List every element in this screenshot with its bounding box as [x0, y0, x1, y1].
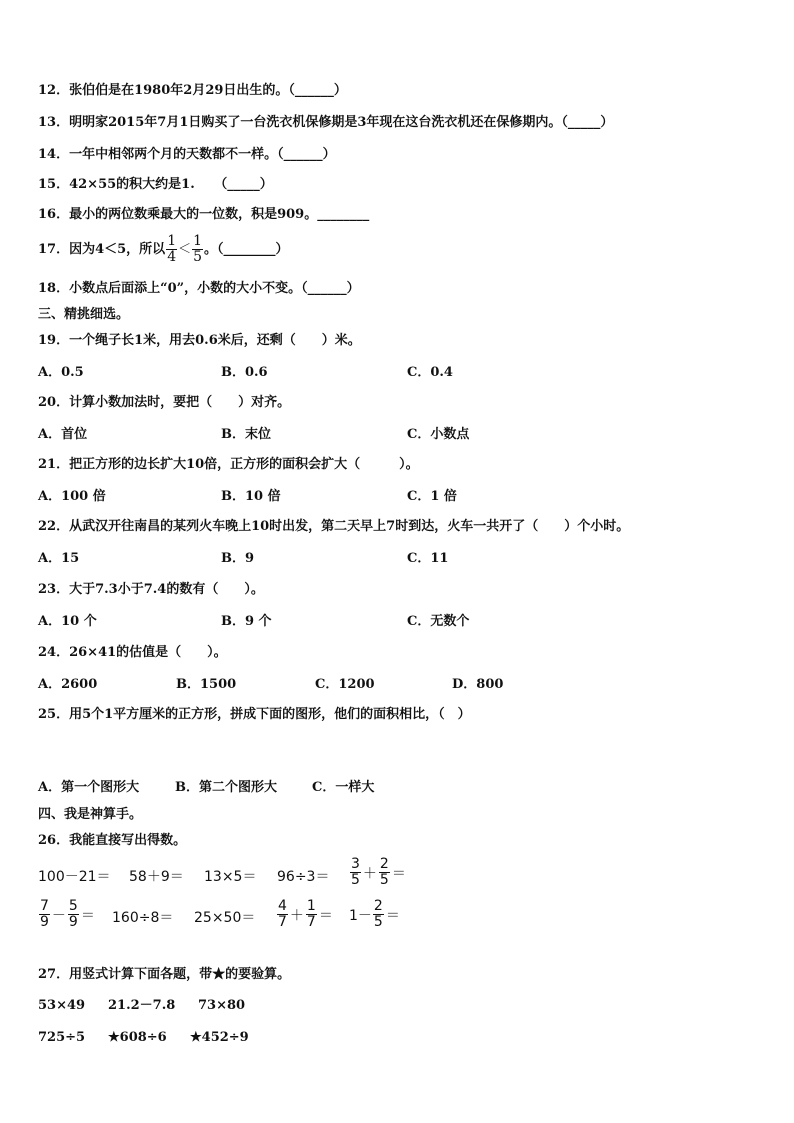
question-12: 12．张伯伯是在1980年2月29日出生的。（______） [38, 83, 347, 98]
numerator: 2 [373, 898, 383, 914]
plus-sign: ＋ [289, 907, 304, 924]
denominator: 5 [373, 914, 383, 930]
numerator: 1 [193, 233, 203, 249]
question-14: 14．一年中相邻两个月的天数都不一样。（______） [38, 147, 336, 162]
denominator: 5 [351, 872, 360, 888]
denominator: 4 [167, 249, 177, 265]
denominator: 9 [40, 914, 49, 930]
q20-option-c[interactable]: C．小数点 [407, 427, 470, 442]
numerator: 7 [40, 898, 49, 914]
question-20: 20．计算小数加法时，要把（ ）对齐。 [38, 395, 291, 410]
question-21: 21．把正方形的边长扩大10倍，正方形的面积会扩大（ ）。 [38, 457, 419, 472]
calc-item: 25×50＝ [194, 910, 256, 926]
q24-option-c[interactable]: C．1200 [315, 677, 375, 692]
fraction [39, 899, 50, 930]
fraction [68, 899, 79, 930]
calc-item: 100－21＝ [38, 869, 111, 885]
numerator: 1 [167, 233, 177, 249]
question-15: 15．42×55的积大约是1. （_____） [38, 177, 273, 192]
question-25: 25．用5个1平方厘米的正方形，拼成下面的图形，他们的面积相比，（ ） [38, 707, 471, 722]
q25-option-b[interactable]: B．第二个图形大 [175, 780, 277, 795]
q24-option-d[interactable]: D．800 [452, 677, 504, 692]
q24-option-b[interactable]: B．1500 [176, 677, 237, 692]
calc-item-fraction [349, 857, 407, 888]
q19-option-c[interactable]: C．0.4 [407, 365, 453, 380]
question-17 [38, 234, 289, 265]
calc-item-fraction [276, 899, 334, 930]
minus-sign: － [51, 907, 66, 924]
calc-item: 73×80 [198, 998, 246, 1013]
q23-option-b[interactable]: B．9 个 [221, 614, 272, 629]
equals-sign: ＝ [391, 865, 406, 882]
denominator: 5 [193, 249, 203, 265]
q22-option-a[interactable]: A．15 [38, 551, 80, 566]
q21-option-a[interactable]: A．100 倍 [38, 489, 106, 504]
calc-item: 58＋9＝ [129, 869, 184, 885]
q20-option-a[interactable]: A．首位 [38, 427, 88, 442]
equals-sign: ＝ [385, 907, 400, 924]
calc-item: 21.2－7.8 [108, 998, 176, 1013]
q17-text-before: 17．因为4＜5，所以 [38, 241, 166, 257]
fraction [166, 234, 177, 265]
q19-option-b[interactable]: B．0.6 [221, 365, 268, 380]
question-24: 24．26×41的估值是（ ）。 [38, 645, 227, 660]
calc-item: 53×49 [38, 998, 86, 1013]
q23-option-a[interactable]: A．10 个 [38, 614, 97, 629]
q22-option-b[interactable]: B．9 [221, 551, 255, 566]
numerator: 3 [351, 856, 360, 872]
q21-option-b[interactable]: B．10 倍 [221, 489, 281, 504]
calc-prefix: 1－ [349, 907, 372, 924]
numerator: 5 [68, 898, 78, 914]
question-22: 22．从武汉开往南昌的某列火车晚上10时出发，第二天早上7时到达，火车一共开了（ ）个小时。 [38, 519, 630, 534]
q24-option-a[interactable]: A．2600 [38, 677, 98, 692]
question-16: 16．最小的两位数乘最大的一位数，积是909。________ [38, 207, 370, 222]
question-27: 27．用竖式计算下面各题，带★的要验算。 [38, 967, 291, 982]
q25-option-c[interactable]: C．一样大 [312, 780, 375, 795]
q17-text-after: 。（________） [204, 241, 289, 257]
denominator: 9 [68, 914, 78, 930]
equals-sign: ＝ [80, 907, 95, 924]
fraction [306, 899, 317, 930]
fraction [379, 857, 390, 888]
numerator: 1 [306, 898, 316, 914]
question-13: 13．明明家2015年7月1日购买了一台洗衣机保修期是3年现在这台洗衣机还在保修期内。（_____） [38, 115, 614, 130]
plus-sign: ＋ [362, 865, 377, 882]
calc-item: ★608÷6 [108, 1030, 167, 1045]
q25-option-a[interactable]: A．第一个图形大 [38, 780, 140, 795]
q21-option-c[interactable]: C．1 倍 [407, 489, 457, 504]
fraction [277, 899, 288, 930]
section-three-heading: 三、精挑细选。 [38, 307, 130, 322]
denominator: 5 [379, 872, 389, 888]
question-18: 18．小数点后面添上“0”，小数的大小不变。（______） [38, 281, 360, 296]
question-23: 23．大于7.3小于7.4的数有（ ）。 [38, 582, 264, 597]
fraction [373, 899, 384, 930]
q20-option-b[interactable]: B．末位 [221, 427, 271, 442]
calc-item-fraction [38, 899, 96, 930]
calc-item: 13×5＝ [204, 869, 257, 885]
equals-sign: ＝ [318, 907, 333, 924]
calc-item: 725÷5 [38, 1030, 86, 1045]
section-four-heading: 四、我是神算手。 [38, 807, 143, 822]
question-26: 26．我能直接写出得数。 [38, 833, 187, 848]
q23-option-c[interactable]: C．无数个 [407, 614, 470, 629]
numerator: 4 [278, 898, 287, 914]
q22-option-c[interactable]: C．11 [407, 551, 449, 566]
question-19: 19．一个绳子长1米，用去0.6米后，还剩（ ）米。 [38, 333, 361, 348]
fraction [192, 234, 203, 265]
calc-item-fraction [349, 899, 401, 930]
fraction [350, 857, 361, 888]
denominator: 7 [306, 914, 316, 930]
less-than-sign: ＜ [178, 241, 192, 257]
numerator: 2 [379, 856, 389, 872]
calc-item: 96÷3＝ [277, 869, 330, 885]
calc-item: 160÷8＝ [112, 910, 174, 926]
q19-option-a[interactable]: A．0.5 [38, 365, 84, 380]
calc-item: ★452÷9 [190, 1030, 249, 1045]
denominator: 7 [278, 914, 287, 930]
